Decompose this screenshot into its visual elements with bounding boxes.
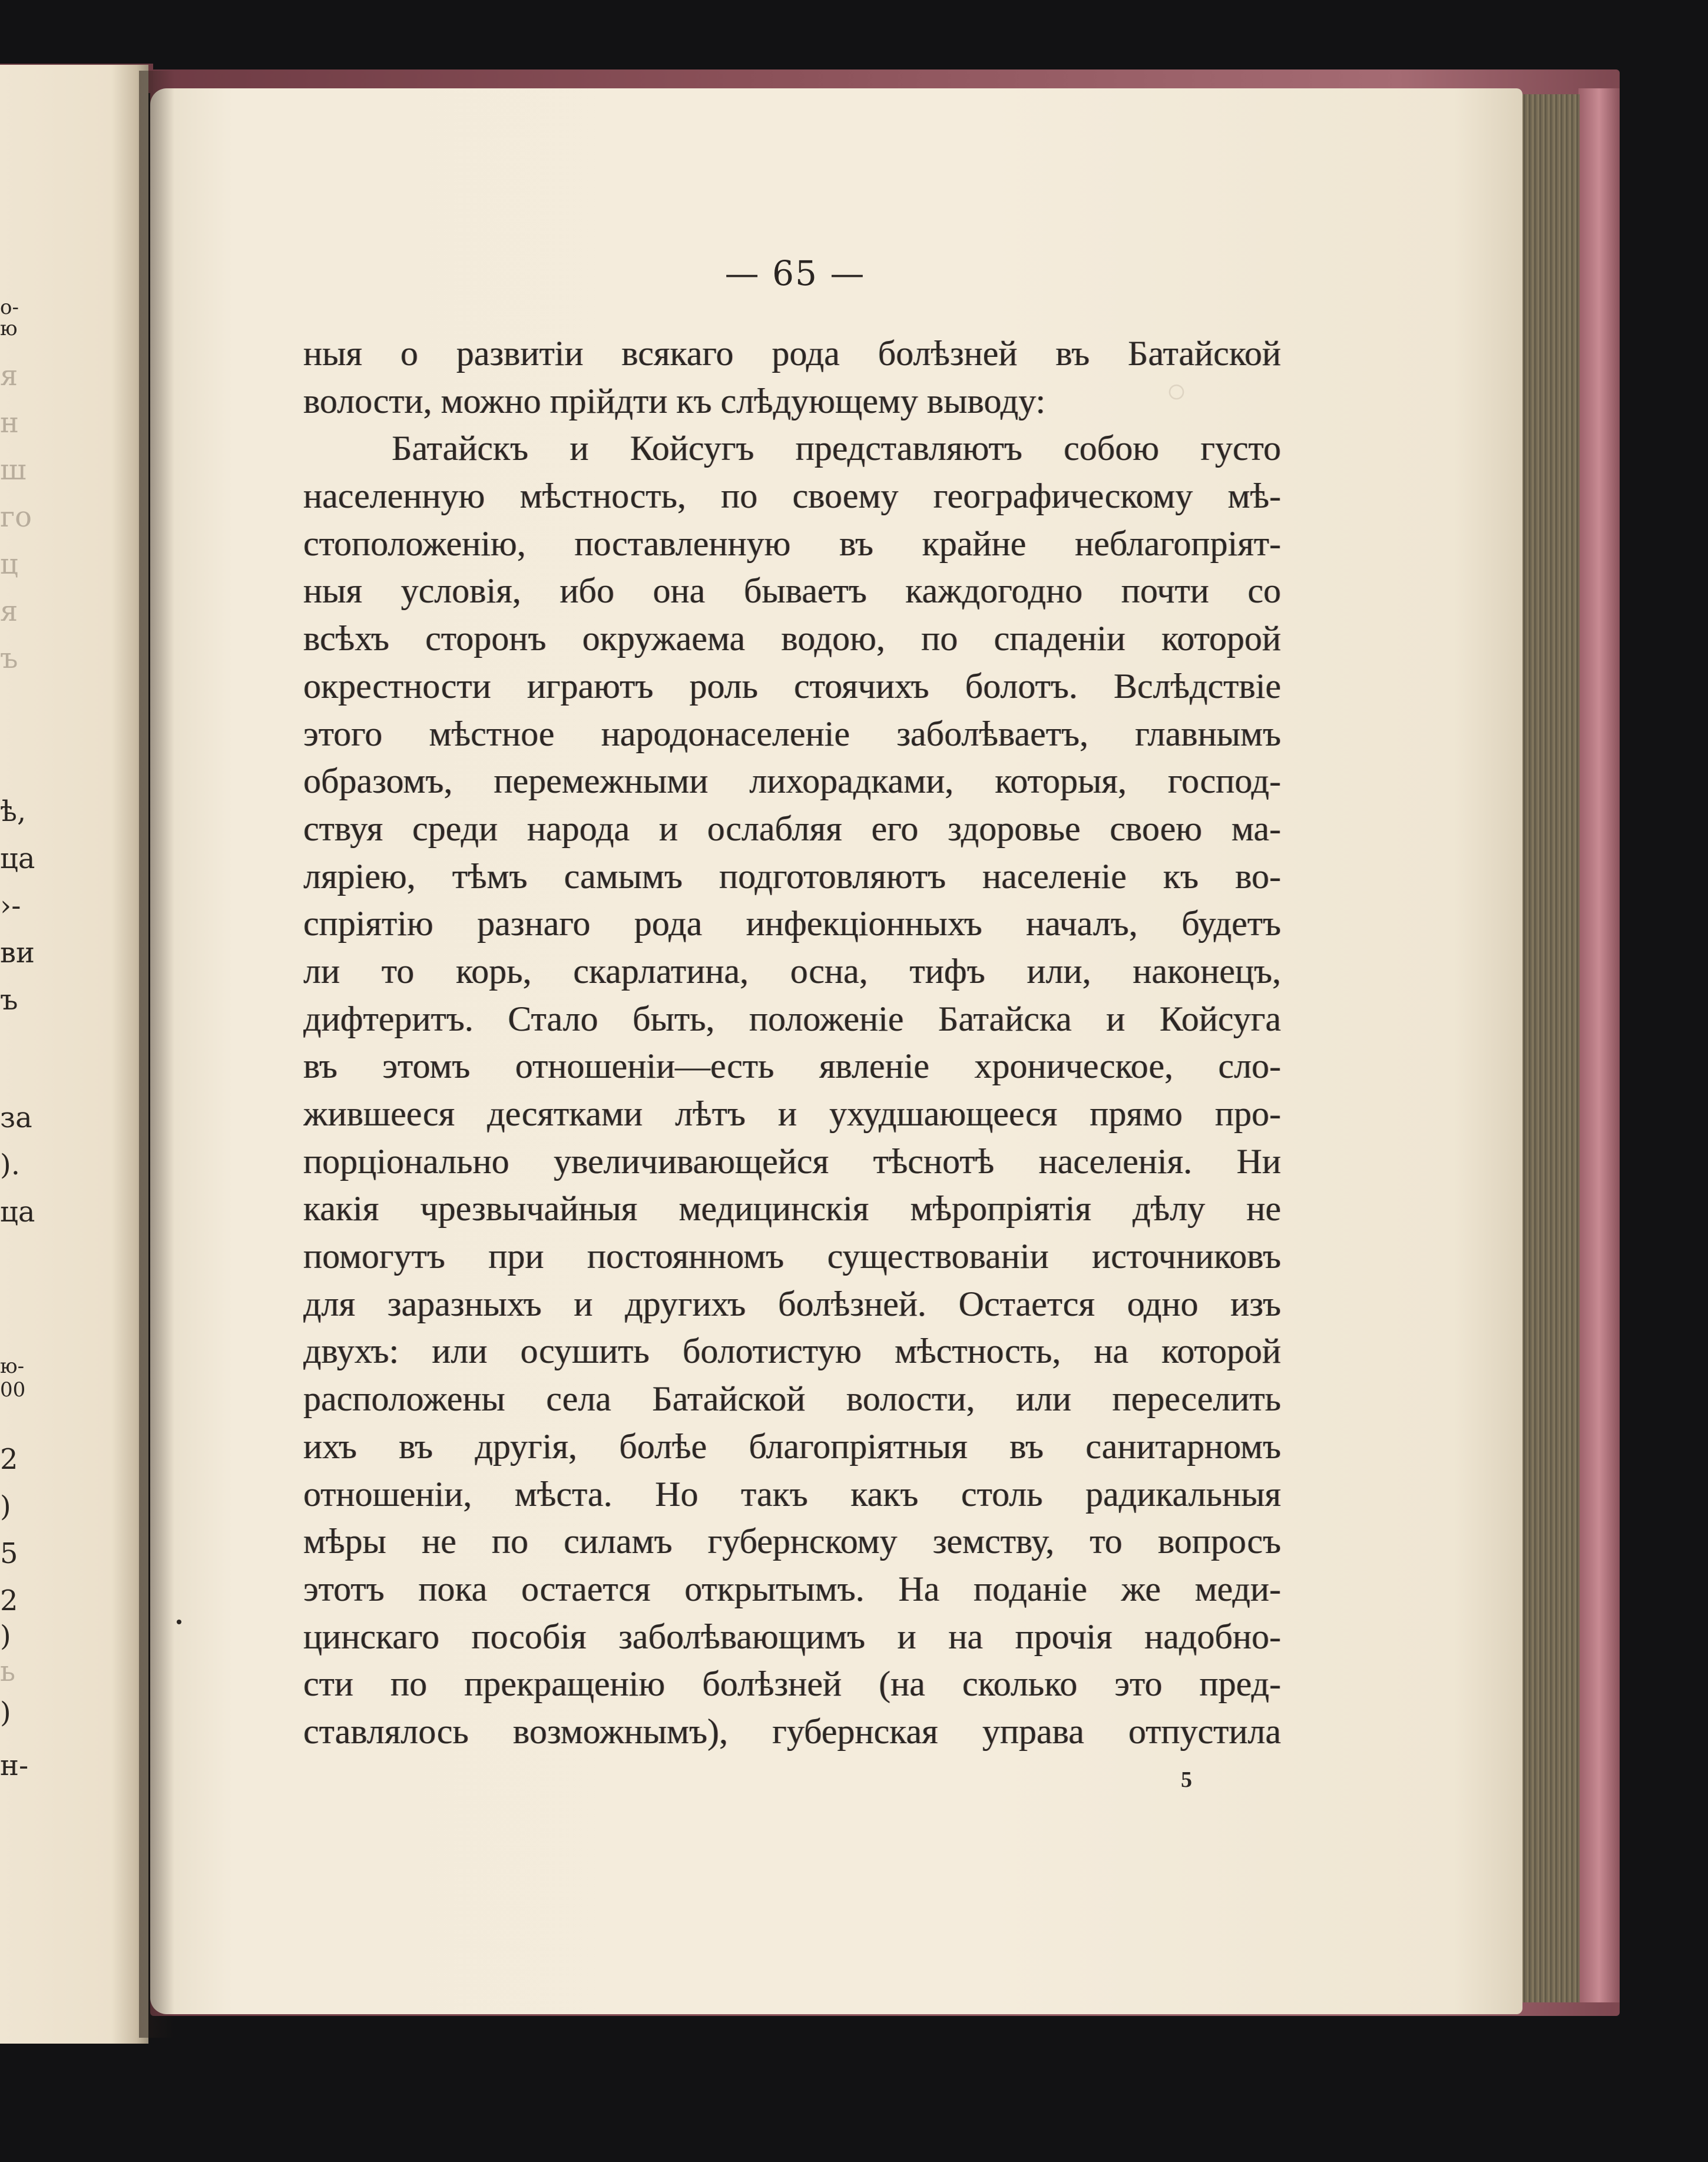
signature-mark: 5 — [1181, 1767, 1192, 1792]
left-fragment: ) — [0, 1490, 11, 1523]
text-line: волости, можно прійдти къ слѣдующему выводу: — [303, 381, 1046, 421]
left-fragment: ца — [0, 1196, 35, 1229]
left-fragment: ь — [0, 1655, 16, 1688]
left-fragment: ) — [0, 1620, 11, 1653]
text-line: спріятію разнаго рода инфекціонныхъ началъ, будетъ — [303, 904, 1281, 943]
left-fragment: я — [0, 359, 18, 392]
text-line: ставлялось возможнымъ), губернская управа отпустила — [303, 1711, 1281, 1751]
text-line: сти по прекращенію болѣзней (на сколько это пред- — [303, 1664, 1281, 1704]
left-fragment: ) — [0, 1696, 11, 1729]
left-fragment: ). — [0, 1148, 20, 1181]
text-line: дифтеритъ. Стало быть, положеніе Батайска и Койсуга — [303, 999, 1281, 1038]
text-line: цинскаго пособія заболѣвающимъ и на прочія надобно- — [303, 1617, 1281, 1656]
text-line: ныя условія, ибо она бываетъ каждогодно почти со — [303, 571, 1281, 611]
cover-edge — [1578, 88, 1620, 2002]
text-line: въ этомъ отношеніи—есть явленіе хроническое, сло- — [303, 1047, 1281, 1086]
left-fragment: ш — [0, 453, 27, 486]
left-fragment: н- — [0, 1749, 29, 1782]
text-line: Батайскъ и Койсугъ представляютъ собою густо — [392, 429, 1281, 468]
text-line: мѣры не по силамъ губернскому земству, то вопросъ — [303, 1522, 1281, 1561]
left-fragment: ъ — [0, 984, 18, 1017]
left-fragment: ›- — [0, 889, 21, 922]
left-fragment: ви — [0, 936, 35, 969]
left-fragment: ю — [0, 317, 18, 340]
left-fragment: го — [0, 501, 32, 534]
left-fragment: ю- — [0, 1355, 25, 1378]
text-line: этого мѣстное народонаселеніе заболѣваетъ, главнымъ — [303, 714, 1281, 753]
text-line: помогутъ при постоянномъ существованіи источниковъ — [303, 1237, 1281, 1276]
left-fragment: ц — [0, 548, 18, 581]
text-line: порціонально увеличивающейся тѣснотѣ населенія. Ни — [303, 1141, 1281, 1181]
previous-page — [0, 65, 148, 2044]
text-line: окрестности играютъ роль стоячихъ болотъ. Вслѣдствіе — [303, 666, 1281, 706]
text-line: этотъ пока остается открытымъ. На поданіе же меди- — [303, 1569, 1281, 1608]
body-text — [303, 330, 1281, 1756]
text-line: жившееся десятками лѣтъ и ухудшающееся прямо про- — [303, 1094, 1281, 1133]
text-line: ляріею, тѣмъ самымъ подготовляютъ населеніе къ во- — [303, 856, 1281, 896]
text-line: отношеніи, мѣста. Но такъ какъ столь радикальныя — [303, 1474, 1281, 1514]
text-line: ихъ въ другія, болѣе благопріятныя въ санитарномъ — [303, 1426, 1281, 1466]
text-line: ныя о развитіи всякаго рода болѣзней въ Батайской — [303, 334, 1281, 373]
left-fragment: н — [0, 406, 19, 439]
show-through: ○ — [1166, 372, 1187, 410]
left-fragment: 00 — [0, 1378, 26, 1402]
left-fragment: 5 — [0, 1537, 18, 1570]
text-line: двухъ: или осушить болотистую мѣстность, на которой — [303, 1332, 1281, 1371]
text-line: для заразныхъ и другихъ болѣзней. Остается одно изъ — [303, 1284, 1281, 1323]
text-line: населенную мѣстность, по своему географическому мѣ- — [303, 476, 1281, 516]
left-fragment: 2 — [0, 1584, 18, 1617]
text-line: стоположенію, поставленную въ крайне неблагопріят- — [303, 524, 1281, 563]
text-line: всѣхъ сторонъ окружаема водою, по спаденіи которой — [303, 619, 1281, 658]
page-edges — [1520, 94, 1580, 2002]
left-fragment: о- — [0, 296, 19, 319]
left-fragment: ца — [0, 842, 35, 875]
text-line: расположены села Батайской волости, или переселить — [303, 1379, 1281, 1419]
text-line: образомъ, перемежными лихорадками, которыя, господ- — [303, 761, 1281, 801]
left-fragment: я — [0, 595, 18, 628]
left-fragment: 2 — [0, 1443, 18, 1476]
text-line: ствуя среди народа и ослабляя его здоровье своею ма- — [303, 809, 1281, 848]
left-fragment: ѣ, — [0, 795, 27, 828]
page-number: — 65 — — [724, 253, 866, 293]
left-fragment: за — [0, 1101, 32, 1134]
gutter-shadow — [139, 71, 174, 2038]
text-line: ли то корь, скарлатина, осна, тифъ или, наконецъ, — [303, 951, 1281, 991]
left-fragment: ъ — [0, 642, 18, 675]
paper-speck — [177, 1620, 181, 1624]
text-line: какія чрезвычайныя медицинскія мѣропріятія дѣлу не — [303, 1189, 1281, 1229]
